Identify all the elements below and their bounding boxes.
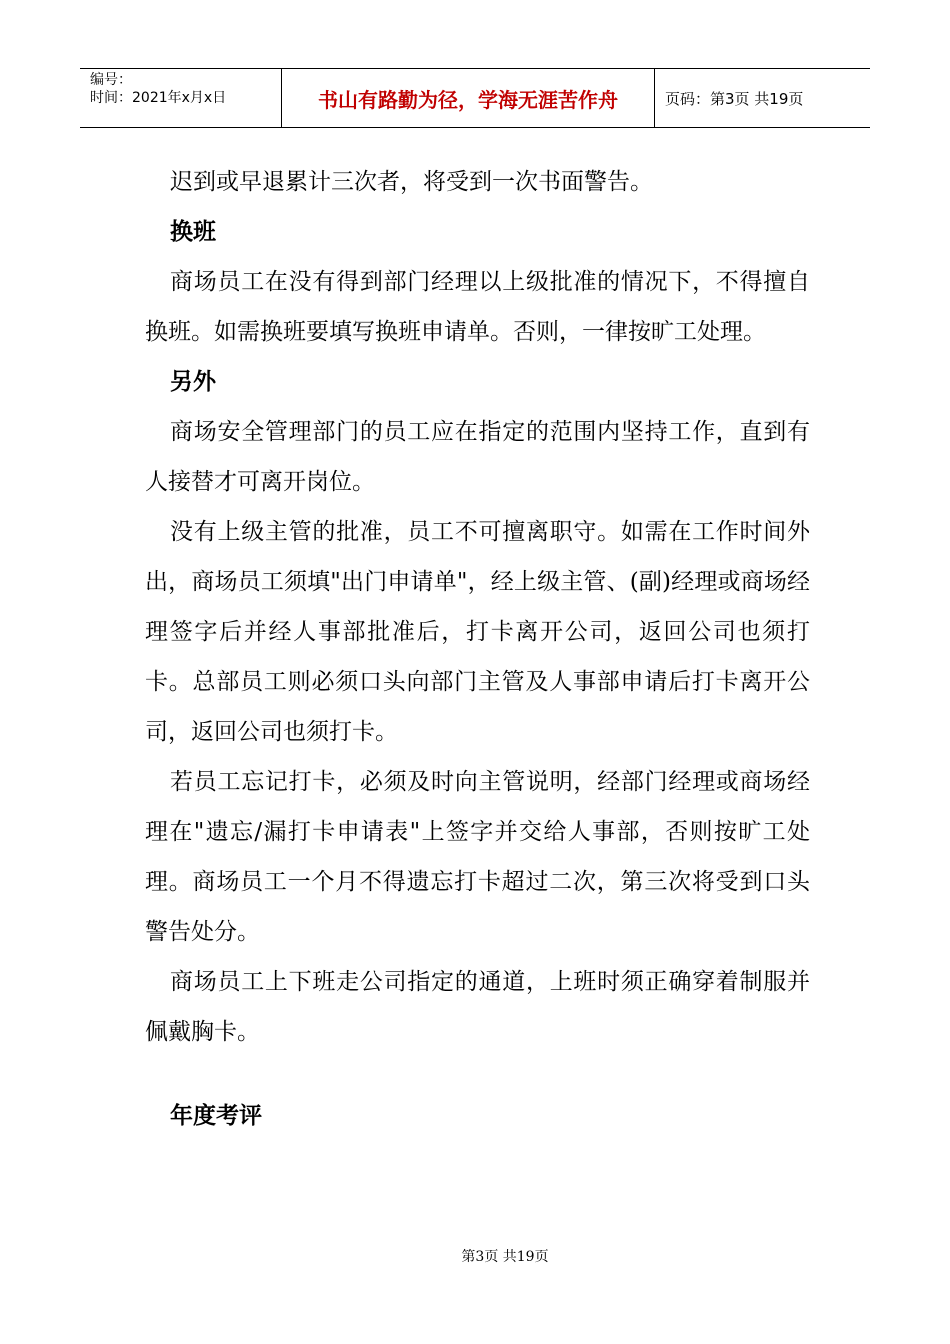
paragraph-leave-post: 没有上级主管的批准，员工不可擅离职守。如需在工作时间外出，商场员工须填"出门申请单"，经上级主管、(副)经理或商场经理签字后并经人事部批准后，打卡离开公司，返回公司也须打卡。总部员工则必须口头向部门主管及人事部申请后打卡离开公司，返回公司也须打卡。	[145, 519, 810, 745]
paragraph-shift-swap: 商场员工在没有得到部门经理以上级批准的情况下，不得擅自换班。如需换班要填写换班申请单。否则，一律按旷工处理。	[145, 269, 810, 345]
paragraph-forgot-clock: 若员工忘记打卡，必须及时向主管说明，经部门经理或商场经理在"遗忘/漏打卡申请表"上签字并交给人事部，否则按旷工处理。商场员工一个月不得遗忘打卡超过二次，第三次将受到口头警告处分。	[145, 769, 810, 945]
header-motto: 书山有路勤为径，学海无涯苦作舟	[282, 69, 655, 127]
header-meta	[80, 69, 282, 127]
heading-annual-review: 年度考评	[170, 1103, 262, 1129]
page-header	[80, 68, 870, 128]
paragraph-late-warning: 迟到或早退累计三次者，将受到一次书面警告。	[170, 169, 653, 195]
document-date: 时间：2021年x月x日	[90, 90, 227, 106]
paragraph-uniform: 商场员工上下班走公司指定的通道，上班时须正确穿着制服并佩戴胸卡。	[145, 969, 810, 1045]
heading-additionally: 另外	[170, 369, 216, 395]
header-page-info: 页码：第3页 共19页	[665, 89, 804, 108]
document-body	[145, 157, 810, 1141]
page-footer: 第3页 共19页	[461, 1249, 549, 1265]
heading-shift-swap: 换班	[170, 219, 216, 245]
paragraph-security-staff: 商场安全管理部门的员工应在指定的范围内坚持工作，直到有人接替才可离开岗位。	[145, 419, 810, 495]
document-number-label: 编号：	[90, 72, 132, 88]
